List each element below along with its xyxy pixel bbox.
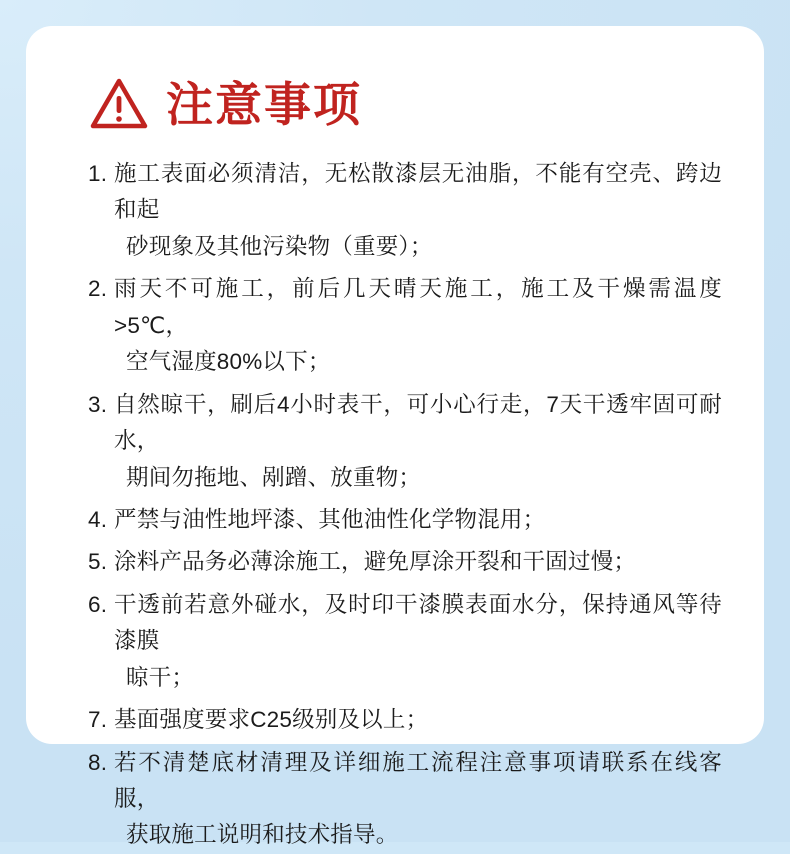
page-title: 注意事项 <box>166 77 362 131</box>
list-item-line1: 施工表面必须清洁，无松散漆层无油脂，不能有空壳、跨边和起 <box>114 161 722 223</box>
list-item-number: 8. <box>88 749 108 775</box>
list-item-line1: 干透前若意外碰水，及时印干漆膜表面水分，保持通风等待漆膜 <box>114 591 722 654</box>
notice-header <box>60 78 730 130</box>
list-item-text <box>114 156 722 265</box>
list-item-line1: 基面强度要求C25级别及以上； <box>114 707 429 733</box>
list-item <box>88 587 722 696</box>
list-item <box>88 387 722 496</box>
list-item-line1: 雨天不可施工，前后几天晴天施工，施工及干燥需温度>5℃， <box>114 276 722 338</box>
list-item-text <box>114 702 722 738</box>
list-item <box>88 745 722 854</box>
list-item-number: 3. <box>88 391 108 417</box>
list-item-text <box>114 587 722 696</box>
list-item-line1: 严禁与油性地坪漆、其他油性化学物混用； <box>114 506 546 532</box>
list-item-number: 6. <box>88 591 108 617</box>
list-item-number: 7. <box>88 707 108 733</box>
list-item-line2: 空气湿度80%以下； <box>126 349 331 375</box>
list-item <box>88 502 722 538</box>
list-item-number: 5. <box>88 549 108 575</box>
list-item-text <box>114 271 722 380</box>
list-item-number: 1. <box>88 161 108 186</box>
list-item <box>88 156 722 265</box>
list-item-text <box>114 745 722 854</box>
list-item-line2: 获取施工说明和技术指导。 <box>126 822 399 848</box>
list-item-text <box>114 502 722 538</box>
list-item-line1: 若不清楚底材清理及详细施工流程注意事项请联系在线客服， <box>114 749 722 811</box>
list-item-number: 2. <box>88 276 108 302</box>
list-item-line2: 砂现象及其他污染物（重要）； <box>126 233 433 259</box>
list-item-line1: 涂料产品务必薄涂施工，避免厚涂开裂和干固过慢； <box>114 549 637 575</box>
list-item <box>88 271 722 380</box>
list-item-text <box>114 544 722 580</box>
warning-triangle-icon <box>90 78 148 130</box>
list-item-line1: 自然晾干，刷后4小时表干，可小心行走，7天干透牢固可耐水， <box>114 391 722 454</box>
list-item <box>88 544 722 580</box>
notice-card <box>26 26 764 848</box>
notice-list <box>60 156 730 854</box>
list-item-text <box>114 387 722 496</box>
list-item-line2: 晾干； <box>126 664 195 690</box>
list-item-number: 4. <box>88 506 108 532</box>
list-item <box>88 702 722 738</box>
list-item-line2: 期间勿拖地、剐蹭、放重物； <box>126 464 422 490</box>
